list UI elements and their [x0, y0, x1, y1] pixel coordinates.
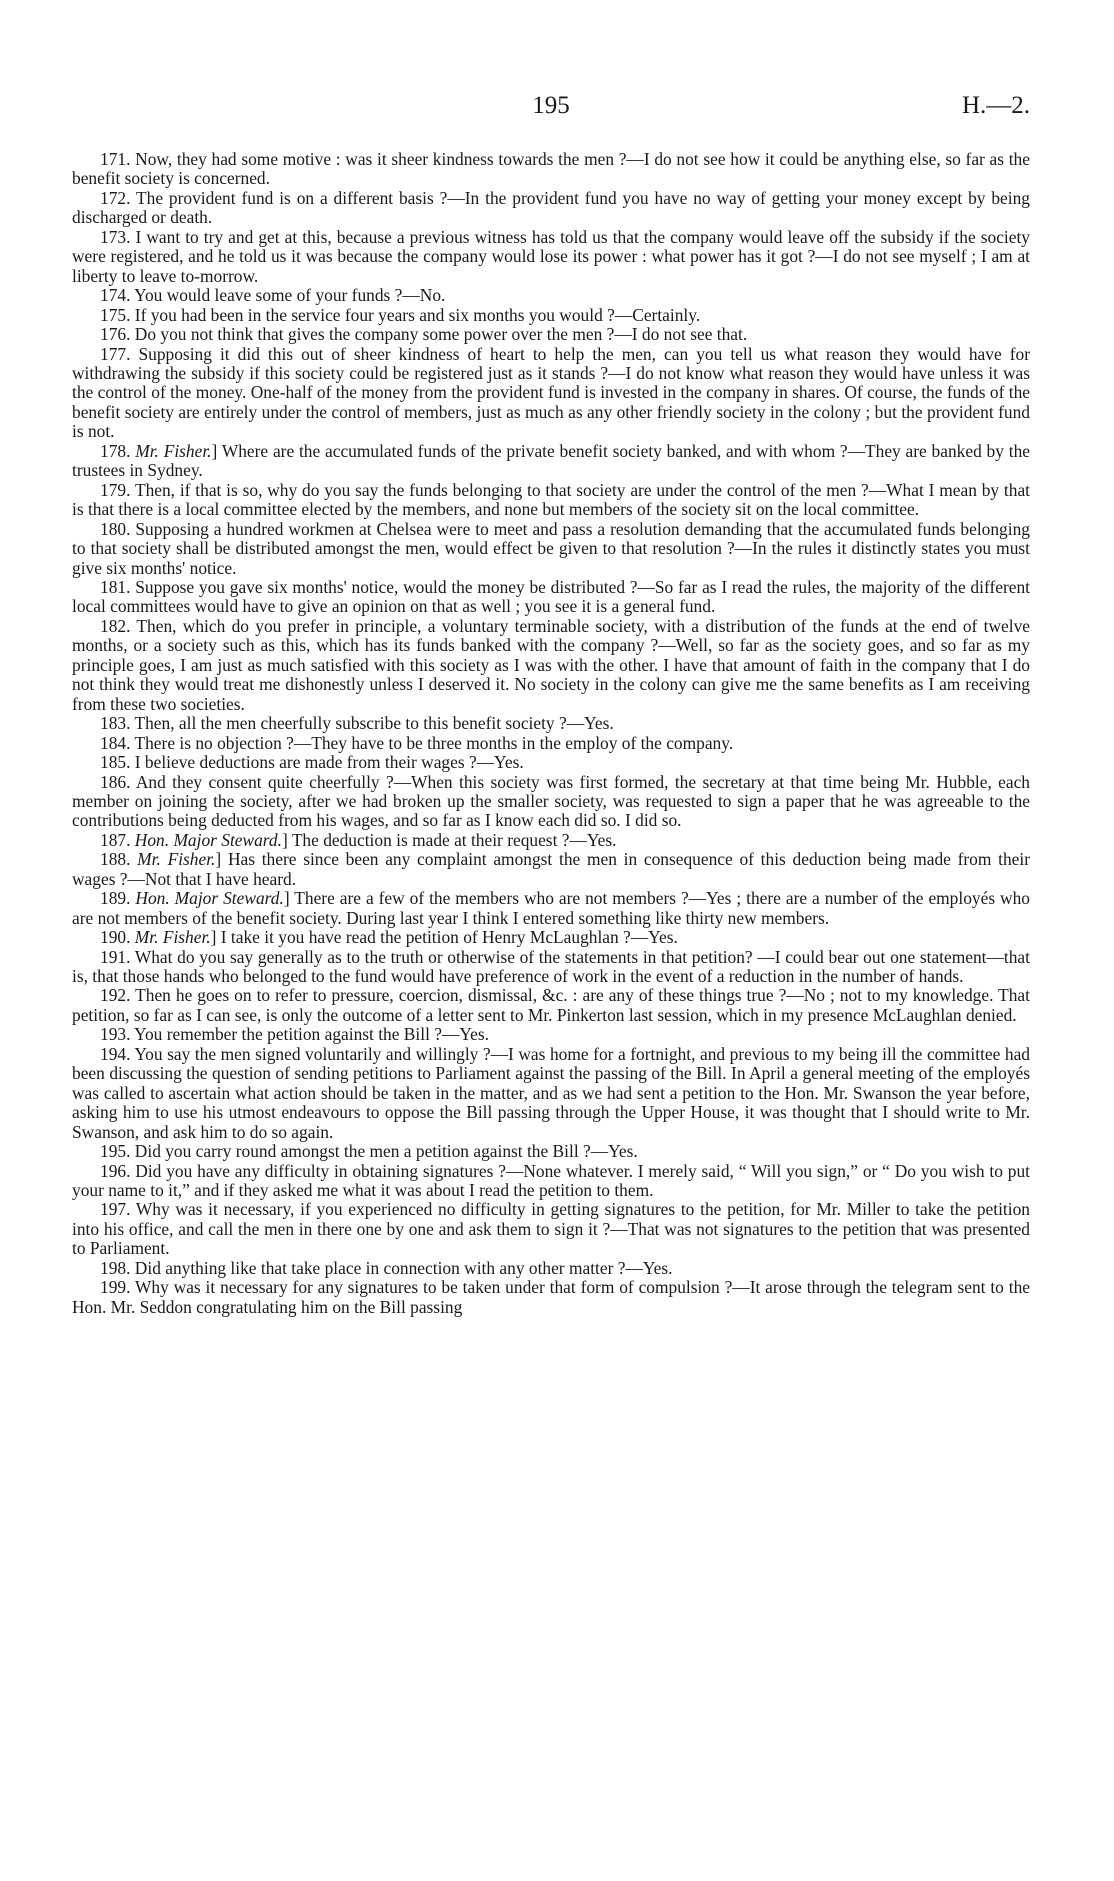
question-number: 191.: [100, 946, 131, 967]
question-paragraph: 188. Mr. Fisher.] Has there since been any complaint amongst the men in consequence of this deduction being made from their wages ?—Not that I have heard.: [72, 849, 1030, 889]
question-paragraph: [72, 1200, 1030, 1258]
question-paragraph: [72, 948, 1030, 987]
question-number: 173.: [100, 226, 131, 247]
question-number: 186.: [100, 771, 131, 792]
question-number: 176.: [100, 324, 131, 345]
question-paragraph: [72, 189, 1030, 228]
question-text: You remember the petition against the Bill ?—Yes.: [134, 1024, 490, 1045]
question-number: 192.: [100, 985, 131, 1006]
question-text: Did you carry round amongst the men a petition against the Bill ?—Yes.: [134, 1141, 638, 1162]
question-number: 171.: [100, 149, 131, 169]
question-paragraph: [72, 228, 1030, 286]
speaker-name: Mr. Fisher.: [137, 849, 216, 870]
question-text: Did anything like that take place in connection with any other matter ?—Yes.: [134, 1257, 673, 1278]
question-number: 184.: [100, 732, 131, 753]
question-text: You would leave some of your funds ?—No.: [134, 285, 446, 306]
question-number: 175.: [100, 304, 131, 325]
question-paragraph: [72, 1278, 1030, 1317]
question-paragraph: [72, 714, 1030, 733]
question-number: 182.: [100, 615, 131, 636]
question-text: What do you say generally as to the truth or otherwise of the statements in that petition? —I could bear out one statement—that is, that those hands who belonged to the fund would have preference of work in the event of a reduction in the number of hands.: [72, 946, 1030, 987]
speaker-name: Mr. Fisher.: [134, 927, 211, 948]
question-paragraph: [72, 578, 1030, 617]
question-text: Now, they had some motive : was it sheer kindness towards the men ?—I do not see how it could be anything else, so far as the benefit society is concerned.: [72, 149, 1030, 189]
question-paragraph: [72, 520, 1030, 578]
question-paragraph: [72, 481, 1030, 520]
document-reference: H.—2.: [961, 92, 1030, 119]
question-text: There are a few of the members who are not members ?—Yes ; there are a number of the employés who are not members of the benefit society. During last year I think I entered something like thirty new members.: [72, 888, 1030, 928]
question-paragraph: [72, 306, 1030, 325]
question-number: 194.: [100, 1043, 131, 1064]
question-number: 172.: [100, 187, 131, 208]
question-number: 183.: [100, 713, 131, 734]
question-text: There is no objection ?—They have to be three months in the employ of the company.: [134, 732, 734, 753]
question-number: 196.: [100, 1160, 131, 1181]
question-paragraph: [72, 1025, 1030, 1044]
question-paragraph: [72, 345, 1030, 442]
question-number: 185.: [100, 752, 131, 773]
question-text: Then he goes on to refer to pressure, coercion, dismissal, &c. : are any of these things true ?—No ; not to my knowledge. That petition, so far as I can see, is only the outcome of a letter sent to Mr. Pinkerton last session, which in my presence McLaughlan denied.: [72, 985, 1030, 1025]
question-text: Supposing it did this out of sheer kindness of heart to help the men, can you tell us what reason they would have for withdrawing the subsidy if this society could be registered just as it stands ?—I do not know what reason they would have unless it was the control of the money. One-half of the money from the provident fund is invested in the company in shares. Of course, the funds of the benefit society are entirely under the control of members, just as much as any other friendly society in the colony ; but the provident fund is not.: [72, 343, 1030, 442]
question-paragraph: [72, 325, 1030, 344]
question-text: The deduction is made at their request ?—Yes.: [291, 829, 617, 850]
question-number: 198.: [100, 1257, 131, 1278]
question-number: 190.: [100, 927, 131, 948]
question-text: Did you have any difficulty in obtaining signatures ?—None whatever. I merely said, “ Will you sign,” or “ Do you wish to put your name to it,” and if they asked me what it was about I read the petition to them.: [72, 1160, 1030, 1201]
question-paragraph: [72, 1259, 1030, 1278]
question-text: Supposing a hundred workmen at Chelsea were to meet and pass a resolution demanding that the accumulated funds belonging to that society shall be distributed amongst the men, would effect be given to that resolution ?—In the rules it distinctly states you must give six months' notice.: [72, 518, 1030, 578]
question-paragraph: [72, 986, 1030, 1025]
question-number: 197.: [100, 1199, 131, 1220]
question-text: I take it you have read the petition of Henry McLaughlan ?—Yes.: [220, 927, 678, 948]
question-number: 199.: [100, 1277, 131, 1298]
question-paragraph: [72, 1162, 1030, 1201]
question-text: Suppose you gave six months' notice, would the money be distributed ?—So far as I read the rules, the majority of the different local committees would have to give an opinion on that as well ; you see it is a general fund.: [72, 576, 1030, 617]
page-header: [72, 92, 1030, 124]
question-number: 181.: [100, 576, 131, 597]
question-paragraph: 190. Mr. Fisher.] I take it you have read the petition of Henry McLaughlan ?—Yes.: [100, 927, 678, 948]
question-paragraph: [72, 753, 1030, 772]
question-number: 195.: [100, 1141, 131, 1162]
speaker-name: Hon. Major Steward.: [134, 829, 282, 850]
question-number: 188.: [100, 849, 131, 870]
speaker-name: Mr. Fisher.: [135, 440, 212, 461]
question-text: If you had been in the service four years and six months you would ?—Certainly.: [134, 304, 701, 325]
question-text: And they consent quite cheerfully ?—When this society was first formed, the secretary at that time being Mr. Hubble, each member on joining the society, after we had broken up the smaller society, was requested to sign a paper that he was agreeable to the contributions being deducted from his wages, and so far as I know each did so. I did so.: [72, 771, 1031, 831]
question-text: Then, if that is so, why do you say the funds belonging to that society are under the control of the men ?—What I mean by that is that there is a local committee elected by the members, and none but members of the society sit on the local committee.: [72, 479, 1030, 520]
question-text: I believe deductions are made from their wages ?—Yes.: [134, 752, 524, 773]
question-number: 187.: [100, 829, 131, 850]
question-text: You say the men signed voluntarily and willingly ?—I was home for a fortnight, and previous to my being ill the committee had been discussing the question of sending petitions to Parliament against the passing of the Bill. In April a general meeting of the employés was called to ascertain what action should be taken in the matter, and as we had sent a petition to the Hon. Mr. Swanson the year before, asking him to use his utmost endeavours to oppose the Bill passing through the Upper House, it was thought that I should write to Mr. Swanson, and ask him to do so again.: [72, 1043, 1031, 1142]
question-number: 179.: [100, 479, 131, 500]
question-number: 193.: [100, 1024, 131, 1045]
speaker-name: Hon. Major Steward.: [135, 888, 284, 909]
question-paragraph: [72, 617, 1030, 714]
question-number: 189.: [100, 888, 131, 909]
question-paragraph: [72, 1142, 1030, 1161]
question-number: 180.: [100, 518, 131, 539]
question-text: The provident fund is on a different basis ?—In the provident fund you have no way of getting your money except by being discharged or death.: [72, 187, 1030, 228]
question-text: Where are the accumulated funds of the private benefit society banked, and with whom ?—They are banked by the trustees in Sydney.: [72, 440, 1030, 481]
page-number: 195: [532, 92, 570, 119]
testimony-body: [72, 150, 1030, 1317]
question-text: Why was it necessary, if you experienced no difficulty in getting signatures to the petition, for Mr. Miller to take the petition into his office, and call the men in there one by one and ask them to sign it ?—That was not signatures to the petition that was presented to Parliament.: [72, 1199, 1030, 1259]
question-text: Then, which do you prefer in principle, a voluntary terminable society, with a distribution of the funds at the end of twelve months, or a society such as this, which has its funds banked with the company ?—Well, so far as the society goes, and so far as my principle goes, I am just as much satisfied with this society as I was with the other. I have that amount of faith in the company that I do not think they would treat me dishonestly unless I deserved it. No society in the colony can give me the same benefits as I am receiving from these two societies.: [72, 615, 1030, 714]
question-paragraph: [72, 1045, 1030, 1142]
question-text: Why was it necessary for any signatures to be taken under that form of compulsion ?—It arose through the telegram sent to the Hon. Mr. Seddon congratulating him on the Bill passing: [72, 1277, 1030, 1317]
question-paragraph: [72, 286, 1030, 305]
question-paragraph: [72, 150, 1030, 189]
question-paragraph: 189. Hon. Major Steward.] There are a few of the members who are not members ?—Yes ; there are a number of the employés who are not members of the benefit society. During last year I think I entered something like thirty new members.: [72, 888, 1030, 928]
question-paragraph: 187. Hon. Major Steward.] The deduction is made at their request ?—Yes.: [100, 829, 617, 850]
question-text: I want to try and get at this, because a previous witness has told us that the company would leave off the subsidy if the society were registered, and he told us it was because the company would lose its power : what power has it got ?—I do not see myself ; I am at liberty to leave to-morrow.: [72, 226, 1030, 286]
question-text: Do you not think that gives the company some power over the men ?—I do not see that.: [134, 324, 748, 345]
question-text: Has there since been any complaint amongst the men in consequence of this deduction being made from their wages ?—Not that I have heard.: [72, 849, 1030, 889]
question-number: 177.: [100, 343, 131, 364]
question-number: 178.: [100, 440, 131, 461]
question-number: 174.: [100, 285, 131, 306]
question-text: Then, all the men cheerfully subscribe to this benefit society ?—Yes.: [134, 713, 614, 734]
question-paragraph: 178. Mr. Fisher.] Where are the accumulated funds of the private benefit society banked, and with whom ?—They are banked by the trustees in Sydney.: [72, 440, 1030, 481]
question-paragraph: [72, 734, 1030, 753]
question-paragraph: [72, 773, 1030, 831]
